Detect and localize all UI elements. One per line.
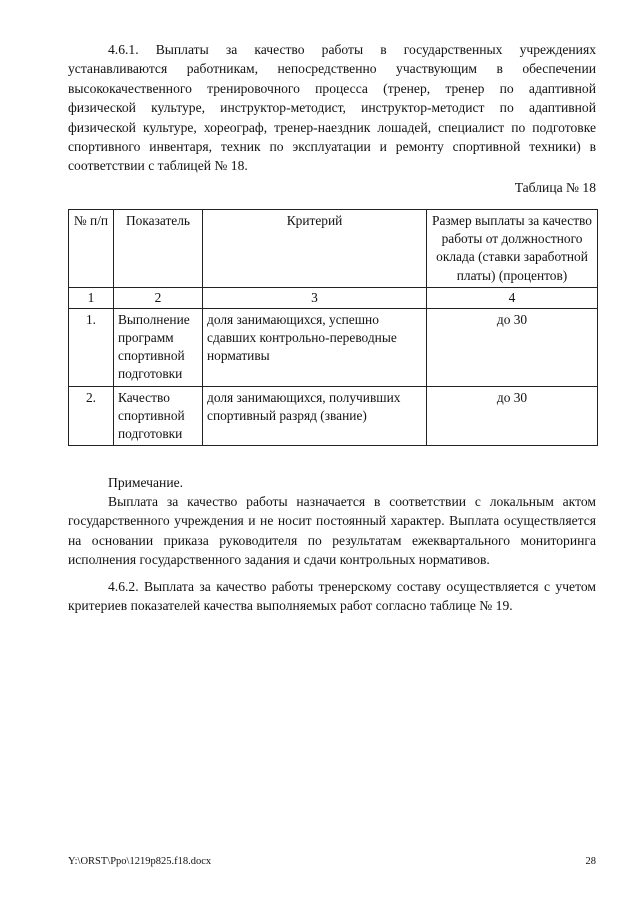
section-4-6-2-paragraph: 4.6.2. Выплата за качество работы тренерскому составу осуществляется с учетом критериев показателей качества выполняемых работ согласно таблице № 19. [68,579,596,614]
header-indicator: Показатель [114,210,203,288]
row-number: 1. [69,308,114,386]
note-title: Примечание. [108,475,184,490]
footer-page-number: 28 [585,856,596,867]
table-row [69,308,598,386]
table-row [69,386,598,446]
table-caption: Таблица № 18 [514,180,596,195]
header-payment-amount: Размер выплаты за качество работы от должностного оклада (ставки заработной платы) (процентов) [427,210,598,288]
table-numbering-row [69,287,598,308]
section-4-6-1-paragraph: 4.6.1. Выплаты за качество работы в государственных учреждениях устанавливаются работникам, непосредственно участвующим в обеспечении высококачественного тренировочного процесса (тренер, тренер по адаптивной физической культуре, инструктор-методист, инструктор-методист по адаптивной физической культуре, хореограф, тренер-наездник лошадей, специалист по подготовке спортивного инвентаря, техник по эксплуатации и ремонту спортивной техники) в соответствии с таблицей № 18. [68,42,596,174]
row-criterion: доля занимающихся, успешно сдавших контрольно-переводные нормативы [203,308,427,386]
note-text: Выплата за качество работы назначается в соответствии с локальным актом государственного учреждения и не носит постоянный характер. Выплата осуществляется на основании приказа руководителя по результатам ежеквартального мониторинга исполнения государственного задания и сдачи контрольных нормативов. [68,494,596,568]
header-criterion: Критерий [203,210,427,288]
column-number-4: 4 [427,287,598,308]
column-number-3: 3 [203,287,427,308]
row-amount: до 30 [427,308,598,386]
table-header-row [69,210,598,288]
row-indicator: Качество спортивной подготовки [114,386,203,446]
payment-table-18 [68,209,598,446]
column-number-2: 2 [114,287,203,308]
row-number: 2. [69,386,114,446]
column-number-1: 1 [69,287,114,308]
row-indicator: Выполнение программ спортивной подготовки [114,308,203,386]
footer-file-path: Y:\ORST\Ppo\1219p825.f18.docx [68,856,212,867]
header-number: № п/п [69,210,114,288]
row-criterion: доля занимающихся, получивших спортивный разряд (звание) [203,386,427,446]
row-amount: до 30 [427,386,598,446]
